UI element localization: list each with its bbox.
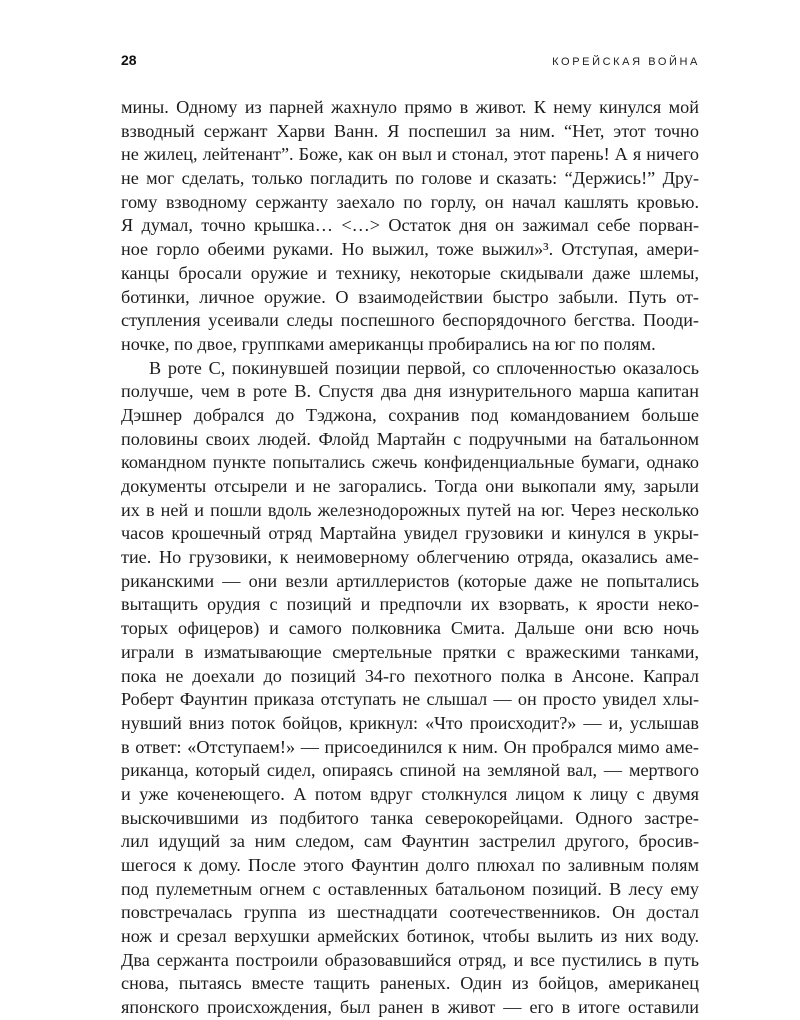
text-line: и уже коченеющего. А потом вдруг столкнулся лицом к лицу с двумя	[121, 783, 699, 804]
page-number: 28	[121, 52, 137, 68]
text-line: Дэшнер добрался до Тэджона, сохранив под командованием больше	[121, 404, 699, 425]
text-line: риканца, который сидел, опираясь спиной на земляной вал, — мертвого	[121, 760, 699, 781]
text-line: канцы бросали оружие и технику, некоторые скидывали даже шлемы,	[121, 262, 699, 283]
text-line: снова, пытаясь вместе тащить раненых. Один из бойцов, американец	[121, 973, 699, 994]
text-line: в ответ: «Отступаем!» — присоединился к ним. Он пробрался мимо аме-	[121, 736, 699, 757]
body-text	[121, 96, 699, 1020]
text-line: часов крошечный отряд Мартайна увидел грузовики и кинулся в укры-	[121, 523, 699, 544]
text-line: японского происхождения, был ранен в живот — его в итоге оставили	[121, 997, 699, 1018]
text-line: половины своих людей. Флойд Мартайн с подручными на батальонном	[121, 428, 699, 449]
text-line: командном пункте попытались сжечь конфиденциальные бумаги, однако	[121, 452, 699, 473]
running-head	[121, 52, 700, 72]
text-line: В роте C, покинувшей позиции первой, со сплоченностью оказалось	[149, 357, 699, 378]
text-line: ное горло обеими руками. Но выжил, тоже выжил»³. Отступая, амери-	[121, 239, 699, 260]
text-line: лил идущий за ним следом, сам Фаунтин застрелил другого, бросив-	[121, 831, 699, 852]
text-line: не мог сделать, только погладить по голове и сказать: “Держись!” Дру-	[121, 168, 699, 189]
section-title: КОРЕЙСКАЯ ВОЙНА	[552, 56, 700, 68]
text-line: Два сержанта построили образовавшийся отряд, и все пустились в путь	[121, 949, 699, 970]
text-line: повстречалась группа из шестнадцати соотечественников. Он достал	[121, 902, 699, 923]
text-line: под пулеметным огнем с оставленных батальоном позиций. В лесу ему	[121, 878, 699, 899]
text-line: мины. Одному из парней жахнуло прямо в живот. К нему кинулся мой	[121, 97, 699, 117]
text-line: вытащить орудия с позиций и предпочли их взорвать, к ярости неко-	[121, 594, 699, 615]
text-line: не жилец, лейтенант”. Боже, как он выл и стонал, этот парень! А я ничего	[121, 144, 699, 165]
text-line: гому взводному сержанту заехало по горлу, он начал кашлять кровью.	[121, 191, 699, 212]
text-line: торых офицеров) и самого полковника Смита. Дальше они всю ночь	[121, 618, 699, 639]
text-line: шегося к дому. После этого Фаунтин долго плюхал по заливным полям	[121, 855, 699, 875]
text-line: нож и срезал верхушки армейских ботинок, чтобы вылить из них воду.	[121, 926, 699, 947]
text-line: получше, чем в роте B. Спустя два дня изнурительного марша капитан	[121, 381, 699, 402]
text-line: их в ней и пошли вдоль железнодорожных путей на юг. Через несколько	[121, 499, 699, 520]
text-line: Я думал, точно крышка… <…> Остаток дня он зажимал себе порван-	[121, 215, 699, 236]
text-line: ночке, по двое, группками американцы пробирались на юг по полям.	[121, 333, 656, 354]
text-line: Роберт Фаунтин приказа отступать не слышал — он просто увидел хлы-	[121, 689, 699, 710]
text-line: риканскими — они везли артиллеристов (которые даже не попытались	[121, 570, 699, 591]
text-line: нувший вниз поток бойцов, крикнул: «Что происходит?» — и, услышав	[121, 712, 699, 733]
text-line: выскочившими из подбитого танка северокорейцами. Одного застре-	[121, 807, 699, 828]
text-line: документы отсырели и не загорались. Тогда они выкопали яму, зарыли	[121, 476, 699, 496]
text-line: тие. Но грузовики, к неимоверному облегчению отряда, оказались аме-	[121, 547, 699, 568]
text-line: играли в изматывающие смертельные прятки с вражескими танками,	[121, 641, 699, 662]
text-line: ботинки, личное оружие. О взаимодействии быстро забыли. Путь от-	[121, 286, 699, 307]
text-line: ступления усеивали следы поспешного беспорядочного бегства. Пооди-	[121, 310, 699, 331]
text-line: взводный сержант Харви Ванн. Я поспешил за ним. “Нет, этот точно	[121, 120, 699, 141]
text-line: пока не доехали до позиций 34-го пехотного полка в Ансоне. Капрал	[121, 665, 699, 686]
